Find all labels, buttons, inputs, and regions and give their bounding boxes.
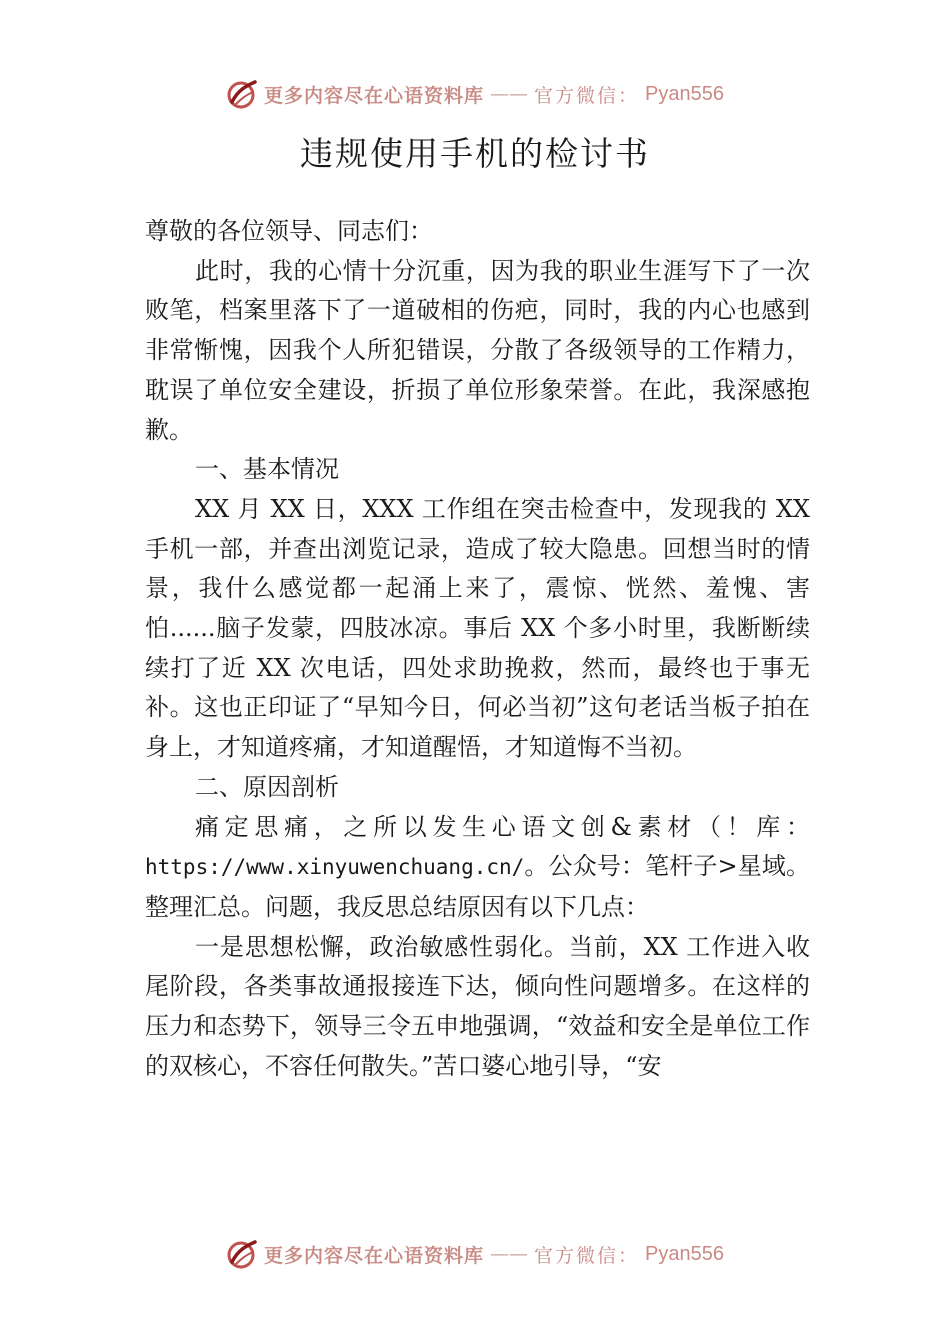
banner-wechat-label: 官方微信：: [534, 1244, 640, 1267]
brand-logo-icon: [226, 1238, 258, 1270]
brand-logo-icon: [226, 78, 258, 110]
banner-text: 更多内容尽在心语资料库: [264, 84, 485, 107]
footer-watermark-banner: [0, 1234, 950, 1274]
paragraph-analysis: [145, 808, 810, 928]
banner-dash: ——: [490, 83, 529, 105]
document-title: 违规使用手机的检讨书: [300, 134, 650, 173]
analysis-text-b: 。公众号：笔杆子>星域。整理汇总。问题，我反思总结原因有以下几点：: [145, 852, 810, 921]
paragraph-intro: 此时，我的心情十分沉重，因为我的职业生涯写下了一次败笔，档案里落下了一道破相的伤疤，同时，我的内心也感到非常惭愧，因我个人所犯错误，分散了各级领导的工作精力，耽误了单位安全建设，折损了单位形象荣誉。在此，我深感抱歉。: [145, 256, 810, 444]
document-body: [145, 212, 810, 1086]
banner-wechat-id: Pyan556: [645, 1242, 724, 1265]
analysis-text-a: 痛定思痛，之所以发生心语文创&素材（！库：: [195, 812, 810, 841]
banner-wechat-label: 官方微信：: [534, 84, 640, 107]
section-heading-basic: 一、基本情况: [195, 455, 339, 484]
banner-dash: ——: [490, 1243, 529, 1265]
paragraph-reason-one: 一是思想松懈，政治敏感性弱化。当前，XX 工作进入收尾阶段，各类事故通报接连下达，倾向性问题增多。在这样的压力和态势下，领导三令五申地强调，“效益和安全是单位工作的双核心，不容任何散失。”苦口婆心地引导，“安: [145, 932, 810, 1080]
source-url: https://www.xinyuwenchuang.cn/: [145, 855, 525, 880]
paragraph-situation: XX 月 XX 日，XXX 工作组在突击检查中，发现我的 XX 手机一部，并查出浏览记录，造成了较大隐患。回想当时的情景，我什么感觉都一起涌上来了，震惊、恍然、羞愧、害怕......脑子发蒙，四肢冰凉。事后 XX 个多小时里，我断断续续打了近 XX 次电话，四处求助挽救，然而，最终也于事无补。这也正印证了“早知今日，何必当初”这句老话当板子拍在身上，才知道疼痛，才知道醒悟，才知道悔不当初。: [145, 494, 810, 762]
salutation: 尊敬的各位领导、同志们：: [145, 217, 433, 245]
banner-text: 更多内容尽在心语资料库: [264, 1244, 485, 1267]
section-heading-analysis: 二、原因剖析: [195, 772, 339, 801]
banner-wechat-id: Pyan556: [645, 82, 724, 105]
header-watermark-banner: [0, 74, 950, 114]
